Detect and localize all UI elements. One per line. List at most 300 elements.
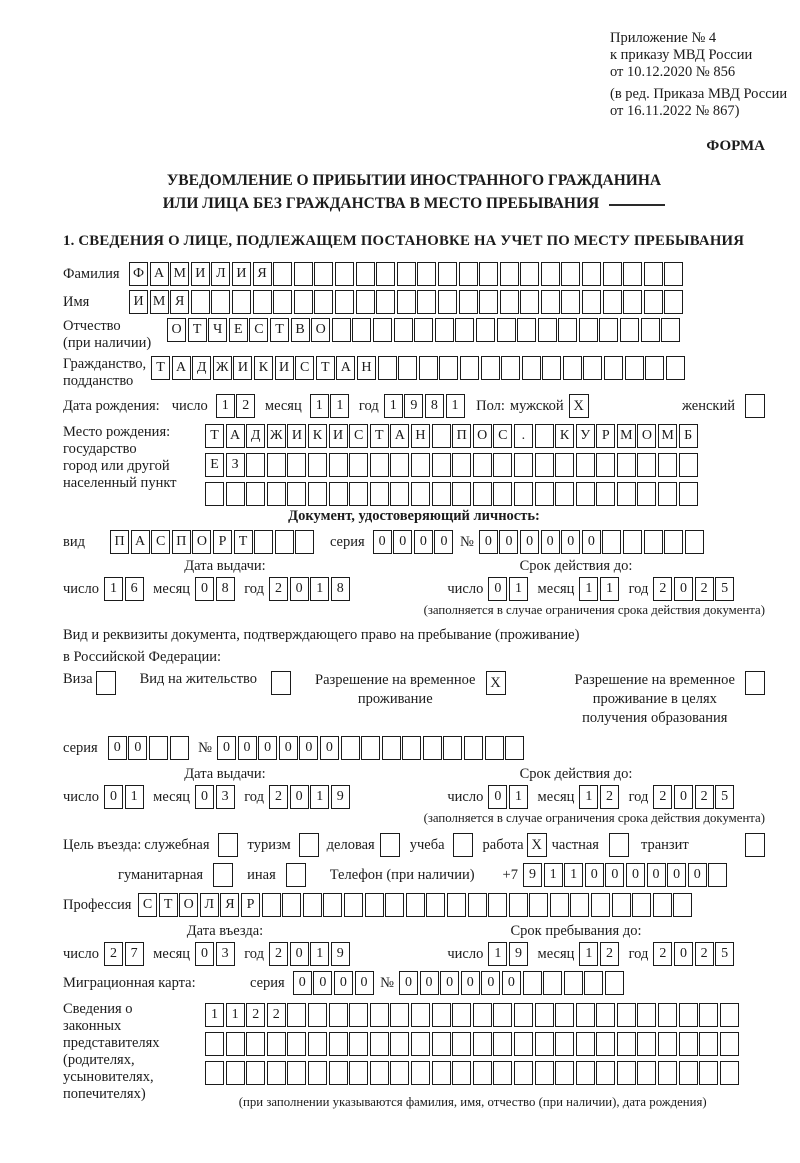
char-cell[interactable]: С	[493, 424, 512, 448]
char-cell[interactable]	[720, 1003, 739, 1027]
char-cell[interactable]: 0	[258, 736, 277, 760]
char-cell[interactable]: Я	[220, 893, 239, 917]
char-cell[interactable]	[308, 1003, 327, 1027]
char-cell[interactable]	[329, 1003, 348, 1027]
char-cell[interactable]: А	[150, 262, 169, 286]
char-cell[interactable]: 1	[579, 785, 598, 809]
char-cell[interactable]: 0	[320, 736, 339, 760]
char-cell[interactable]	[246, 1032, 265, 1056]
char-cell[interactable]: 5	[715, 785, 734, 809]
char-cell[interactable]	[452, 482, 471, 506]
char-cell[interactable]	[432, 1032, 451, 1056]
char-cell[interactable]	[390, 1003, 409, 1027]
char-cell[interactable]	[644, 290, 663, 314]
char-cell[interactable]: 1	[310, 577, 329, 601]
char-cell[interactable]: 0	[420, 971, 439, 995]
char-cell[interactable]: Т	[159, 893, 178, 917]
char-cell[interactable]	[617, 1061, 636, 1085]
char-cell[interactable]	[535, 1032, 554, 1056]
char-cell[interactable]: Д	[192, 356, 211, 380]
char-cell[interactable]	[370, 1032, 389, 1056]
char-cell[interactable]	[583, 356, 602, 380]
char-cell[interactable]: 9	[523, 863, 542, 887]
char-cell[interactable]	[246, 482, 265, 506]
char-cell[interactable]	[287, 482, 306, 506]
char-cell[interactable]	[637, 1003, 656, 1027]
char-cell[interactable]: 5	[715, 577, 734, 601]
char-cell[interactable]	[438, 290, 457, 314]
char-cell[interactable]: 0	[674, 942, 693, 966]
char-cell[interactable]	[473, 453, 492, 477]
char-cell[interactable]	[637, 453, 656, 477]
char-cell[interactable]	[414, 318, 433, 342]
char-cell[interactable]	[432, 1003, 451, 1027]
char-cell[interactable]	[488, 893, 507, 917]
char-cell[interactable]	[275, 530, 294, 554]
char-cell[interactable]	[205, 1032, 224, 1056]
char-cell[interactable]	[205, 482, 224, 506]
visa-checkbox[interactable]	[96, 671, 116, 695]
char-cell[interactable]: Е	[229, 318, 248, 342]
char-cell[interactable]	[459, 290, 478, 314]
char-cell[interactable]: 1	[446, 394, 465, 418]
char-cell[interactable]: 0	[108, 736, 127, 760]
char-cell[interactable]	[308, 1032, 327, 1056]
char-cell[interactable]	[287, 1003, 306, 1027]
char-cell[interactable]	[273, 290, 292, 314]
char-cell[interactable]: 2	[695, 942, 714, 966]
char-cell[interactable]	[617, 1003, 636, 1027]
char-cell[interactable]: 0	[481, 971, 500, 995]
char-cell[interactable]: 0	[128, 736, 147, 760]
char-cell[interactable]	[329, 1032, 348, 1056]
char-cell[interactable]	[349, 1032, 368, 1056]
char-cell[interactable]	[397, 290, 416, 314]
char-cell[interactable]	[226, 1032, 245, 1056]
char-cell[interactable]	[376, 290, 395, 314]
char-cell[interactable]	[605, 971, 624, 995]
char-cell[interactable]	[564, 971, 583, 995]
char-cell[interactable]	[411, 1032, 430, 1056]
char-cell[interactable]	[555, 1003, 574, 1027]
char-cell[interactable]	[666, 356, 685, 380]
char-cell[interactable]: П	[452, 424, 471, 448]
char-cell[interactable]: 0	[393, 530, 412, 554]
char-cell[interactable]	[426, 893, 445, 917]
char-cell[interactable]	[541, 262, 560, 286]
char-cell[interactable]	[685, 530, 704, 554]
char-cell[interactable]: А	[131, 530, 150, 554]
temp-residence-checkbox[interactable]: X	[486, 671, 506, 695]
char-cell[interactable]: 2	[600, 785, 619, 809]
char-cell[interactable]	[205, 1061, 224, 1085]
char-cell[interactable]: 0	[561, 530, 580, 554]
char-cell[interactable]	[468, 893, 487, 917]
char-cell[interactable]	[481, 356, 500, 380]
char-cell[interactable]	[335, 262, 354, 286]
char-cell[interactable]: Ф	[129, 262, 148, 286]
char-cell[interactable]	[497, 318, 516, 342]
char-cell[interactable]	[294, 262, 313, 286]
char-cell[interactable]	[149, 736, 168, 760]
char-cell[interactable]	[603, 290, 622, 314]
char-cell[interactable]: Я	[253, 262, 272, 286]
char-cell[interactable]	[423, 736, 442, 760]
char-cell[interactable]: 0	[290, 785, 309, 809]
char-cell[interactable]: 1	[310, 394, 329, 418]
char-cell[interactable]	[329, 482, 348, 506]
char-cell[interactable]: Т	[370, 424, 389, 448]
char-cell[interactable]	[582, 290, 601, 314]
char-cell[interactable]: Т	[188, 318, 207, 342]
char-cell[interactable]	[473, 1003, 492, 1027]
char-cell[interactable]: 0	[488, 577, 507, 601]
char-cell[interactable]: И	[287, 424, 306, 448]
char-cell[interactable]: 2	[269, 942, 288, 966]
char-cell[interactable]	[555, 453, 574, 477]
char-cell[interactable]: 8	[331, 577, 350, 601]
char-cell[interactable]: В	[291, 318, 310, 342]
char-cell[interactable]	[349, 1061, 368, 1085]
char-cell[interactable]: 0	[238, 736, 257, 760]
char-cell[interactable]	[417, 290, 436, 314]
char-cell[interactable]: С	[249, 318, 268, 342]
char-cell[interactable]: 1	[509, 785, 528, 809]
char-cell[interactable]: Ж	[213, 356, 232, 380]
char-cell[interactable]	[604, 356, 623, 380]
char-cell[interactable]	[329, 1061, 348, 1085]
char-cell[interactable]: М	[658, 424, 677, 448]
char-cell[interactable]: 0	[299, 736, 318, 760]
char-cell[interactable]: 1	[564, 863, 583, 887]
char-cell[interactable]	[344, 893, 363, 917]
char-cell[interactable]	[658, 1003, 677, 1027]
char-cell[interactable]	[370, 482, 389, 506]
char-cell[interactable]	[623, 530, 642, 554]
char-cell[interactable]: 3	[216, 942, 235, 966]
char-cell[interactable]	[535, 1061, 554, 1085]
char-cell[interactable]: К	[555, 424, 574, 448]
char-cell[interactable]	[226, 1061, 245, 1085]
char-cell[interactable]	[584, 971, 603, 995]
char-cell[interactable]	[370, 453, 389, 477]
char-cell[interactable]	[576, 482, 595, 506]
char-cell[interactable]	[432, 482, 451, 506]
char-cell[interactable]	[514, 1003, 533, 1027]
char-cell[interactable]	[699, 1003, 718, 1027]
char-cell[interactable]: И	[129, 290, 148, 314]
char-cell[interactable]	[455, 318, 474, 342]
char-cell[interactable]	[267, 482, 286, 506]
char-cell[interactable]	[232, 290, 251, 314]
char-cell[interactable]: 1	[226, 1003, 245, 1027]
sex-female-checkbox[interactable]	[745, 394, 765, 418]
char-cell[interactable]: 5	[715, 942, 734, 966]
char-cell[interactable]	[501, 356, 520, 380]
char-cell[interactable]: Т	[270, 318, 289, 342]
char-cell[interactable]	[543, 971, 562, 995]
char-cell[interactable]	[493, 453, 512, 477]
purpose-study-checkbox[interactable]	[453, 833, 473, 857]
char-cell[interactable]	[664, 262, 683, 286]
char-cell[interactable]	[538, 318, 557, 342]
char-cell[interactable]	[645, 356, 664, 380]
char-cell[interactable]	[432, 453, 451, 477]
char-cell[interactable]: 1	[579, 577, 598, 601]
char-cell[interactable]	[679, 453, 698, 477]
char-cell[interactable]	[699, 1032, 718, 1056]
char-cell[interactable]: С	[151, 530, 170, 554]
char-cell[interactable]	[679, 482, 698, 506]
char-cell[interactable]	[479, 262, 498, 286]
char-cell[interactable]	[582, 262, 601, 286]
char-cell[interactable]	[417, 262, 436, 286]
char-cell[interactable]: 8	[425, 394, 444, 418]
char-cell[interactable]	[555, 482, 574, 506]
char-cell[interactable]: А	[172, 356, 191, 380]
char-cell[interactable]	[254, 530, 273, 554]
char-cell[interactable]: .	[514, 424, 533, 448]
char-cell[interactable]: С	[295, 356, 314, 380]
char-cell[interactable]	[287, 1032, 306, 1056]
char-cell[interactable]	[452, 453, 471, 477]
char-cell[interactable]: Е	[205, 453, 224, 477]
char-cell[interactable]	[294, 290, 313, 314]
char-cell[interactable]	[435, 318, 454, 342]
char-cell[interactable]: О	[179, 893, 198, 917]
char-cell[interactable]: 0	[667, 863, 686, 887]
char-cell[interactable]	[394, 318, 413, 342]
char-cell[interactable]	[314, 262, 333, 286]
char-cell[interactable]	[397, 262, 416, 286]
char-cell[interactable]	[329, 453, 348, 477]
char-cell[interactable]	[653, 893, 672, 917]
char-cell[interactable]	[612, 893, 631, 917]
char-cell[interactable]	[555, 1061, 574, 1085]
char-cell[interactable]	[452, 1003, 471, 1027]
char-cell[interactable]	[479, 290, 498, 314]
char-cell[interactable]: 0	[582, 530, 601, 554]
char-cell[interactable]: Ч	[208, 318, 227, 342]
char-cell[interactable]	[376, 262, 395, 286]
char-cell[interactable]	[561, 262, 580, 286]
char-cell[interactable]	[514, 1061, 533, 1085]
char-cell[interactable]: П	[110, 530, 129, 554]
sex-male-checkbox[interactable]: X	[569, 394, 589, 418]
char-cell[interactable]: Л	[211, 262, 230, 286]
purpose-business-checkbox[interactable]	[380, 833, 400, 857]
char-cell[interactable]: М	[150, 290, 169, 314]
char-cell[interactable]: 0	[104, 785, 123, 809]
char-cell[interactable]	[514, 1032, 533, 1056]
char-cell[interactable]: Н	[357, 356, 376, 380]
char-cell[interactable]	[632, 893, 651, 917]
char-cell[interactable]	[596, 482, 615, 506]
char-cell[interactable]: 0	[674, 577, 693, 601]
char-cell[interactable]	[720, 1032, 739, 1056]
char-cell[interactable]	[262, 893, 281, 917]
char-cell[interactable]	[603, 262, 622, 286]
char-cell[interactable]	[596, 453, 615, 477]
char-cell[interactable]	[170, 736, 189, 760]
char-cell[interactable]	[308, 1061, 327, 1085]
char-cell[interactable]	[576, 1003, 595, 1027]
purpose-work-checkbox[interactable]: X	[527, 833, 547, 857]
char-cell[interactable]	[720, 1061, 739, 1085]
char-cell[interactable]	[708, 863, 727, 887]
char-cell[interactable]: 0	[605, 863, 624, 887]
char-cell[interactable]	[563, 356, 582, 380]
char-cell[interactable]: Т	[316, 356, 335, 380]
char-cell[interactable]	[295, 530, 314, 554]
char-cell[interactable]	[509, 893, 528, 917]
char-cell[interactable]	[520, 262, 539, 286]
char-cell[interactable]	[617, 453, 636, 477]
char-cell[interactable]: 1	[544, 863, 563, 887]
char-cell[interactable]: 1	[509, 577, 528, 601]
char-cell[interactable]: 0	[461, 971, 480, 995]
char-cell[interactable]: О	[192, 530, 211, 554]
char-cell[interactable]: 0	[195, 577, 214, 601]
char-cell[interactable]	[390, 1061, 409, 1085]
char-cell[interactable]: 0	[626, 863, 645, 887]
char-cell[interactable]: 0	[399, 971, 418, 995]
char-cell[interactable]	[438, 262, 457, 286]
char-cell[interactable]: Р	[241, 893, 260, 917]
char-cell[interactable]	[699, 1061, 718, 1085]
purpose-official-checkbox[interactable]	[218, 833, 238, 857]
char-cell[interactable]	[473, 482, 492, 506]
purpose-other-checkbox[interactable]	[286, 863, 306, 887]
char-cell[interactable]	[267, 453, 286, 477]
char-cell[interactable]: 6	[125, 577, 144, 601]
char-cell[interactable]: 1	[205, 1003, 224, 1027]
char-cell[interactable]	[447, 893, 466, 917]
char-cell[interactable]: 1	[216, 394, 235, 418]
char-cell[interactable]: М	[170, 262, 189, 286]
char-cell[interactable]: С	[138, 893, 157, 917]
char-cell[interactable]	[464, 736, 483, 760]
char-cell[interactable]: П	[172, 530, 191, 554]
char-cell[interactable]	[226, 482, 245, 506]
char-cell[interactable]	[576, 1061, 595, 1085]
char-cell[interactable]: А	[336, 356, 355, 380]
char-cell[interactable]	[349, 482, 368, 506]
char-cell[interactable]: 2	[267, 1003, 286, 1027]
char-cell[interactable]	[332, 318, 351, 342]
purpose-humanitarian-checkbox[interactable]	[213, 863, 233, 887]
char-cell[interactable]: Т	[205, 424, 224, 448]
char-cell[interactable]	[356, 262, 375, 286]
char-cell[interactable]: 1	[310, 942, 329, 966]
char-cell[interactable]: 1	[488, 942, 507, 966]
char-cell[interactable]	[273, 262, 292, 286]
char-cell[interactable]: Л	[200, 893, 219, 917]
char-cell[interactable]: 0	[279, 736, 298, 760]
char-cell[interactable]	[602, 530, 621, 554]
char-cell[interactable]: 0	[520, 530, 539, 554]
char-cell[interactable]: И	[329, 424, 348, 448]
char-cell[interactable]	[308, 453, 327, 477]
char-cell[interactable]: У	[576, 424, 595, 448]
char-cell[interactable]	[390, 453, 409, 477]
char-cell[interactable]: 0	[334, 971, 353, 995]
purpose-transit-checkbox[interactable]	[745, 833, 765, 857]
char-cell[interactable]	[520, 290, 539, 314]
char-cell[interactable]	[599, 318, 618, 342]
char-cell[interactable]	[493, 1003, 512, 1027]
char-cell[interactable]	[620, 318, 639, 342]
char-cell[interactable]	[432, 424, 451, 448]
char-cell[interactable]: С	[349, 424, 368, 448]
char-cell[interactable]	[664, 290, 683, 314]
char-cell[interactable]: О	[167, 318, 186, 342]
char-cell[interactable]: 0	[479, 530, 498, 554]
char-cell[interactable]	[679, 1061, 698, 1085]
char-cell[interactable]	[570, 893, 589, 917]
char-cell[interactable]	[349, 1003, 368, 1027]
char-cell[interactable]	[555, 1032, 574, 1056]
char-cell[interactable]: 1	[579, 942, 598, 966]
char-cell[interactable]	[493, 482, 512, 506]
char-cell[interactable]: 2	[600, 942, 619, 966]
char-cell[interactable]	[211, 290, 230, 314]
char-cell[interactable]: 0	[488, 785, 507, 809]
char-cell[interactable]: 1	[310, 785, 329, 809]
char-cell[interactable]	[452, 1032, 471, 1056]
char-cell[interactable]: Т	[151, 356, 170, 380]
char-cell[interactable]	[673, 893, 692, 917]
char-cell[interactable]: 0	[373, 530, 392, 554]
char-cell[interactable]: И	[232, 262, 251, 286]
char-cell[interactable]: 0	[434, 530, 453, 554]
char-cell[interactable]	[637, 1032, 656, 1056]
char-cell[interactable]	[514, 482, 533, 506]
char-cell[interactable]	[335, 290, 354, 314]
char-cell[interactable]	[579, 318, 598, 342]
char-cell[interactable]	[282, 893, 301, 917]
char-cell[interactable]	[308, 482, 327, 506]
char-cell[interactable]: 0	[195, 785, 214, 809]
residence-permit-checkbox[interactable]	[271, 671, 291, 695]
char-cell[interactable]	[349, 453, 368, 477]
char-cell[interactable]: Р	[596, 424, 615, 448]
char-cell[interactable]	[439, 356, 458, 380]
char-cell[interactable]	[287, 1061, 306, 1085]
char-cell[interactable]: 0	[440, 971, 459, 995]
char-cell[interactable]: Б	[679, 424, 698, 448]
char-cell[interactable]: 2	[653, 577, 672, 601]
char-cell[interactable]	[361, 736, 380, 760]
char-cell[interactable]: 2	[653, 942, 672, 966]
char-cell[interactable]	[341, 736, 360, 760]
char-cell[interactable]	[493, 1061, 512, 1085]
char-cell[interactable]: 0	[688, 863, 707, 887]
char-cell[interactable]	[443, 736, 462, 760]
char-cell[interactable]	[356, 290, 375, 314]
char-cell[interactable]: 0	[585, 863, 604, 887]
char-cell[interactable]: 3	[216, 785, 235, 809]
char-cell[interactable]: К	[254, 356, 273, 380]
char-cell[interactable]	[535, 1003, 554, 1027]
char-cell[interactable]	[287, 453, 306, 477]
char-cell[interactable]	[314, 290, 333, 314]
char-cell[interactable]	[419, 356, 438, 380]
char-cell[interactable]	[541, 290, 560, 314]
char-cell[interactable]	[576, 453, 595, 477]
char-cell[interactable]	[473, 1061, 492, 1085]
char-cell[interactable]	[514, 453, 533, 477]
